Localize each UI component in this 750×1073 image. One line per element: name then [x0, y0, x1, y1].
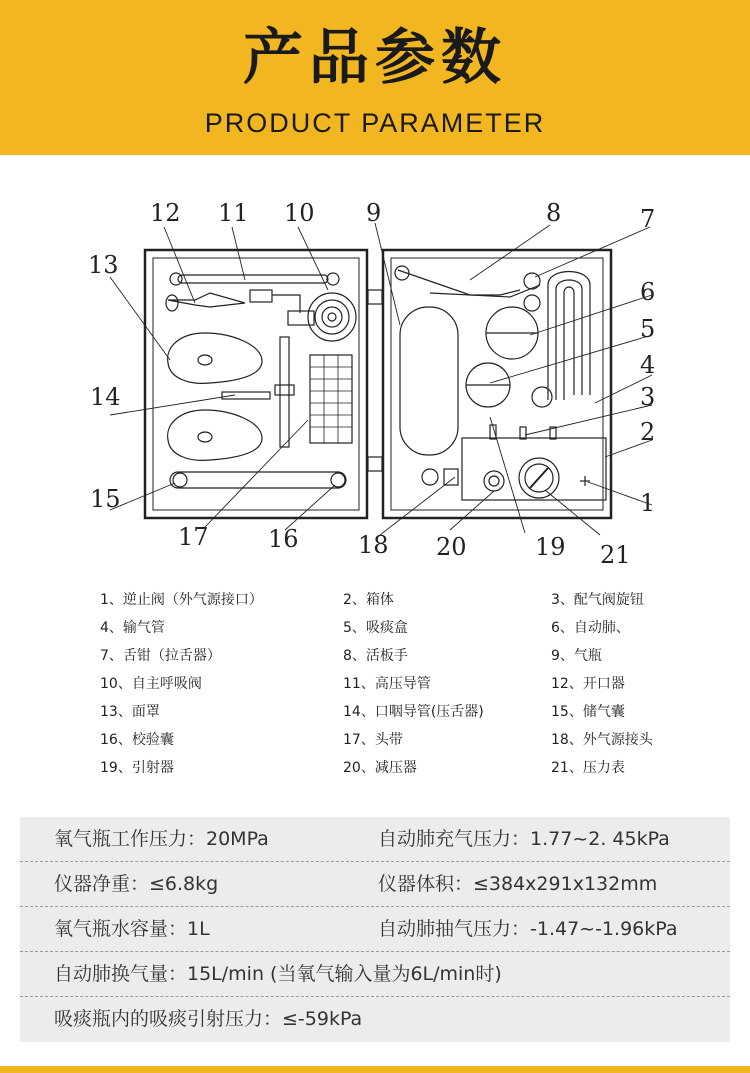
header-banner — [0, 0, 750, 155]
hose-end-left — [170, 273, 182, 285]
connector — [250, 290, 272, 302]
parameter-panel — [20, 817, 730, 1042]
component-legend — [0, 588, 750, 788]
suction-grid — [310, 355, 352, 443]
legend-item: 20、减压器 — [343, 760, 417, 776]
param-water-capacity: 氧气瓶水容量：1L — [54, 918, 210, 940]
callout-7: 7 — [640, 205, 656, 233]
callout-21: 21 — [600, 541, 631, 569]
high-pressure-hose — [178, 275, 328, 283]
callout-16: 16 — [268, 525, 299, 553]
legend-item: 11、高压导管 — [343, 676, 431, 692]
legend-item: 19、引射器 — [100, 760, 174, 776]
callout-2: 2 — [640, 418, 656, 446]
param-row — [20, 907, 730, 952]
legend-item: 12、开口器 — [551, 676, 625, 692]
oxygen-cylinder — [400, 307, 458, 455]
legend-item: 18、外气源接头 — [551, 732, 653, 748]
param-volume: 仪器体积：≤384x291x132mm — [378, 873, 658, 895]
callout-5: 5 — [640, 315, 656, 343]
hinge-bottom — [368, 457, 382, 471]
callout-13: 13 — [88, 251, 119, 279]
param-row — [20, 997, 730, 1041]
callout-9: 9 — [366, 199, 382, 227]
legend-item: 21、压力表 — [551, 760, 625, 776]
diagram-svg — [0, 185, 750, 575]
legend-item: 6、自动肺、 — [551, 620, 630, 636]
wrench — [398, 270, 520, 295]
page-subtitle: PRODUCT PARAMETER — [204, 108, 546, 138]
page-title: 产品参数 — [243, 23, 507, 93]
legend-item: 13、面罩 — [100, 704, 160, 720]
mask-bottom — [168, 410, 262, 460]
callout-4: 4 — [640, 351, 656, 379]
legend-item: 2、箱体 — [343, 592, 394, 608]
right-case — [383, 250, 611, 518]
callout-11: 11 — [218, 199, 249, 227]
param-cylinder-pressure: 氧气瓶工作压力：20MPa — [54, 828, 269, 850]
hinge-top — [368, 290, 382, 304]
callout-20: 20 — [436, 533, 467, 561]
product-diagram — [0, 185, 750, 575]
hose-end-right — [327, 273, 339, 285]
legend-item: 10、自主呼吸阀 — [100, 676, 202, 692]
param-row — [20, 862, 730, 907]
callout-17: 17 — [178, 523, 209, 551]
mask-top — [168, 333, 262, 383]
legend-item: 16、校验囊 — [100, 732, 174, 748]
callout-3: 3 — [640, 383, 656, 411]
callout-1: 1 — [640, 489, 656, 517]
param-ventilation: 自动肺换气量：15L/min (当氧气输入量为6L/min时) — [54, 963, 502, 985]
reservoir-bag — [170, 472, 346, 488]
legend-item: 17、头带 — [343, 732, 403, 748]
param-lung-inflation-pressure: 自动肺充气压力：1.77~2. 45kPa — [378, 828, 670, 850]
legend-item: 15、储气囊 — [551, 704, 625, 720]
legend-item: 1、逆止阀（外气源接口） — [100, 592, 263, 608]
param-row — [20, 817, 730, 862]
head-strap — [280, 337, 289, 447]
legend-item: 7、舌钳（拉舌器） — [100, 648, 221, 664]
legend-item: 14、口咽导管(压舌器) — [343, 704, 484, 720]
mouth-opener-handle — [166, 295, 178, 311]
legend-item: 4、输气管 — [100, 620, 165, 636]
callout-15: 15 — [90, 485, 121, 513]
callout-14: 14 — [90, 383, 121, 411]
connector-tube — [272, 295, 300, 313]
callout-6: 6 — [640, 278, 656, 306]
legend-item: 5、吸痰盒 — [343, 620, 408, 636]
callout-19: 19 — [535, 533, 566, 561]
callout-18: 18 — [358, 531, 389, 559]
legend-item: 8、活板手 — [343, 648, 408, 664]
param-row — [20, 952, 730, 997]
mouth-opener — [168, 293, 245, 307]
cylinder-valve — [422, 469, 438, 485]
param-ejector-pressure: 吸痰瓶内的吸痰引射压力：≤-59kPa — [54, 1008, 363, 1030]
legend-item: 3、配气阀旋钮 — [551, 592, 644, 608]
callout-12: 12 — [150, 199, 181, 227]
callout-10: 10 — [284, 199, 315, 227]
pressure-reducer — [484, 471, 504, 491]
bottom-accent-bar — [0, 1066, 750, 1073]
callout-8: 8 — [546, 199, 562, 227]
breathing-valve-body — [288, 311, 314, 325]
legend-item: 9、气瓶 — [551, 648, 602, 664]
coiled-tube — [548, 272, 590, 401]
param-lung-suction-pressure: 自动肺抽气压力：-1.47~-1.96kPa — [378, 918, 678, 940]
param-net-weight: 仪器净重：≤6.8kg — [54, 873, 219, 895]
